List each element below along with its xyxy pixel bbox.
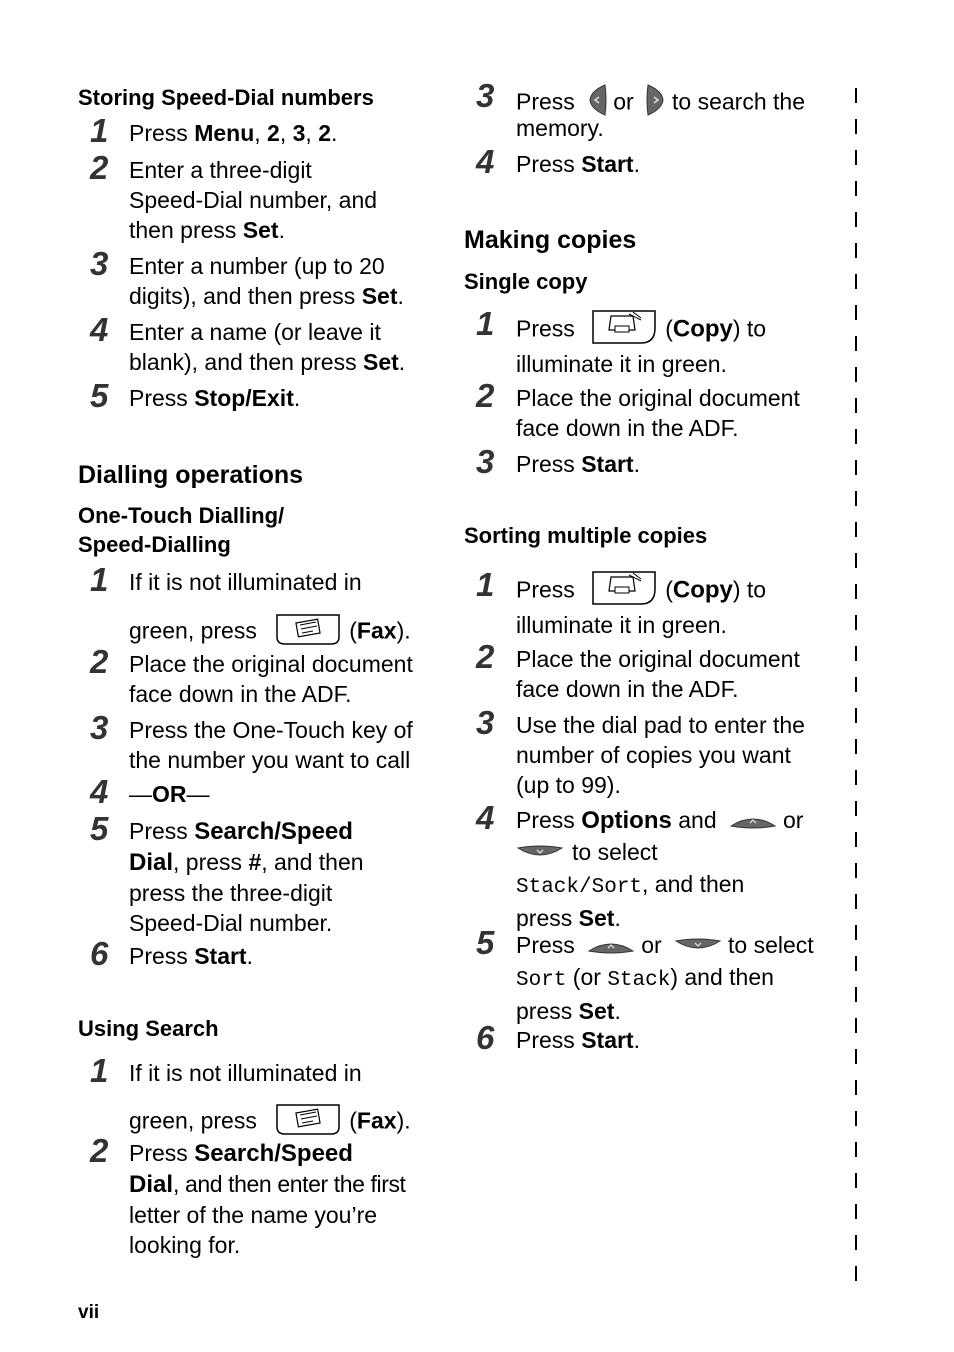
step-text: Press Start. bbox=[516, 1027, 640, 1053]
step-text: Place the original document face down in the ADF. bbox=[516, 385, 800, 441]
cut-mark bbox=[855, 150, 857, 165]
step-number: 1 bbox=[90, 1052, 109, 1089]
cut-mark bbox=[855, 367, 857, 382]
cut-mark bbox=[855, 863, 857, 878]
step-number: 2 bbox=[90, 149, 109, 186]
step-text: Place the original document face down in the ADF. bbox=[129, 651, 413, 707]
cut-mark bbox=[855, 1266, 857, 1281]
step-number: 1 bbox=[476, 566, 495, 603]
cut-mark bbox=[855, 925, 857, 940]
step-number: 4 bbox=[476, 799, 495, 836]
cut-mark bbox=[855, 119, 857, 134]
cut-mark bbox=[855, 646, 857, 661]
cut-line bbox=[855, 88, 858, 1288]
down-arrow-key-icon bbox=[516, 839, 564, 869]
cut-mark bbox=[855, 1111, 857, 1126]
cut-mark bbox=[855, 88, 857, 103]
cut-mark bbox=[855, 1142, 857, 1157]
cut-mark bbox=[855, 770, 857, 785]
step-number: 4 bbox=[90, 773, 109, 810]
cut-mark bbox=[855, 1018, 857, 1033]
single-copy-subheading: Single copy bbox=[464, 269, 588, 294]
cut-mark bbox=[855, 708, 857, 723]
cut-mark bbox=[855, 894, 857, 909]
cut-mark bbox=[855, 429, 857, 444]
cut-mark bbox=[855, 243, 857, 258]
step-text: Press Stop/Exit. bbox=[129, 385, 301, 411]
step-text: Enter a name (or leave it blank), and then press Set. bbox=[129, 319, 406, 375]
sorting-heading: Sorting multiple copies bbox=[464, 523, 708, 548]
step-number: 3 bbox=[476, 704, 495, 741]
step-text: Press the One-Touch key of the number you want to call bbox=[129, 717, 413, 773]
step-number: 1 bbox=[476, 305, 495, 342]
step-text: green, press (Fax). bbox=[129, 1101, 411, 1144]
making-copies-heading: Making copies bbox=[464, 226, 637, 254]
step-text: illuminate it in green. bbox=[516, 351, 727, 377]
cut-mark bbox=[855, 491, 857, 506]
step-number: 5 bbox=[90, 377, 109, 414]
cut-mark bbox=[855, 398, 857, 413]
using-search-heading: Using Search bbox=[78, 1016, 219, 1041]
cut-mark bbox=[855, 274, 857, 289]
step-text: green, press (Fax). bbox=[129, 611, 411, 654]
step-number: 5 bbox=[90, 810, 109, 847]
step-text: Place the original document face down in the ADF. bbox=[516, 646, 800, 702]
step-number: 3 bbox=[90, 245, 109, 282]
one-touch-subheading: One-Touch Dialling/ Speed-Dialling bbox=[78, 503, 285, 557]
cut-mark bbox=[855, 522, 857, 537]
cut-mark bbox=[855, 212, 857, 227]
step-text: Enter a number (up to 20 digits), and then press Set. bbox=[129, 253, 404, 309]
step-number: 2 bbox=[476, 638, 495, 675]
cut-mark bbox=[855, 181, 857, 196]
dialling-heading: Dialling operations bbox=[78, 461, 304, 489]
cut-mark bbox=[855, 1235, 857, 1250]
cut-mark bbox=[855, 677, 857, 692]
step-text: Press or to select Sort (or Stack) and then press Set. bbox=[516, 932, 814, 1024]
step-text: Use the dial pad to enter the number of copies you want (up to 99). bbox=[516, 712, 805, 798]
cut-mark bbox=[855, 956, 857, 971]
cut-mark bbox=[855, 305, 857, 320]
step-number: 2 bbox=[90, 643, 109, 680]
step-number: 4 bbox=[476, 143, 495, 180]
step-text: Press Options and or to select Stack/Sort, and then press Set. bbox=[516, 807, 804, 931]
step-text: Press (Copy) to bbox=[516, 308, 766, 353]
step-number: 1 bbox=[90, 112, 109, 149]
step-number: 1 bbox=[90, 561, 109, 598]
cut-mark bbox=[855, 336, 857, 351]
copy-key-icon bbox=[589, 569, 659, 614]
step-text: Press Menu, 2, 3, 2. bbox=[129, 120, 338, 146]
step-text: Press or to search the bbox=[516, 83, 805, 124]
right-arrow-key-icon bbox=[644, 83, 666, 124]
cut-mark bbox=[855, 832, 857, 847]
step-number: 4 bbox=[90, 311, 109, 348]
cut-mark bbox=[855, 801, 857, 816]
step-text: illuminate it in green. bbox=[516, 612, 727, 638]
copy-key-icon bbox=[589, 308, 659, 353]
step-number: 6 bbox=[90, 935, 109, 972]
cut-mark bbox=[855, 615, 857, 630]
step-number: 5 bbox=[476, 924, 495, 961]
step-number: 6 bbox=[476, 1019, 495, 1056]
step-number: 3 bbox=[476, 443, 495, 480]
step-text: —OR— bbox=[129, 781, 210, 807]
cut-mark bbox=[855, 1080, 857, 1095]
cut-mark bbox=[855, 553, 857, 568]
step-text: Enter a three-digit Speed-Dial number, and then press Set. bbox=[129, 157, 378, 243]
step-number: 2 bbox=[90, 1132, 109, 1169]
up-arrow-key-icon bbox=[587, 932, 635, 962]
cut-mark bbox=[855, 1173, 857, 1188]
storing-heading: Storing Speed-Dial numbers bbox=[78, 85, 374, 110]
cut-mark bbox=[855, 584, 857, 599]
cut-mark bbox=[855, 1049, 857, 1064]
cut-mark bbox=[855, 1204, 857, 1219]
up-arrow-key-icon bbox=[729, 807, 777, 837]
step-text: If it is not illuminated in bbox=[129, 569, 362, 595]
step-number: 2 bbox=[476, 377, 495, 414]
step-text: Press Start. bbox=[129, 943, 253, 969]
fax-key-icon bbox=[273, 611, 343, 654]
step-text: Press Search/Speed Dial, and then enter the first letter of the name you’re looking for. bbox=[129, 1140, 406, 1258]
step-text: If it is not illuminated in bbox=[129, 1060, 362, 1086]
step-text: Press (Copy) to bbox=[516, 569, 766, 614]
step-number: 3 bbox=[476, 77, 495, 114]
cut-mark bbox=[855, 987, 857, 1002]
step-number: 3 bbox=[90, 709, 109, 746]
down-arrow-key-icon bbox=[674, 932, 722, 962]
cut-mark bbox=[855, 460, 857, 475]
step-text: memory. bbox=[516, 115, 604, 141]
step-text: Press Start. bbox=[516, 151, 640, 177]
step-text: Press Search/Speed Dial, press #, and then press the three-digit Speed-Dial number. bbox=[129, 818, 364, 936]
step-text: Press Start. bbox=[516, 451, 640, 477]
cut-mark bbox=[855, 739, 857, 754]
page-number: vii bbox=[78, 1302, 100, 1323]
